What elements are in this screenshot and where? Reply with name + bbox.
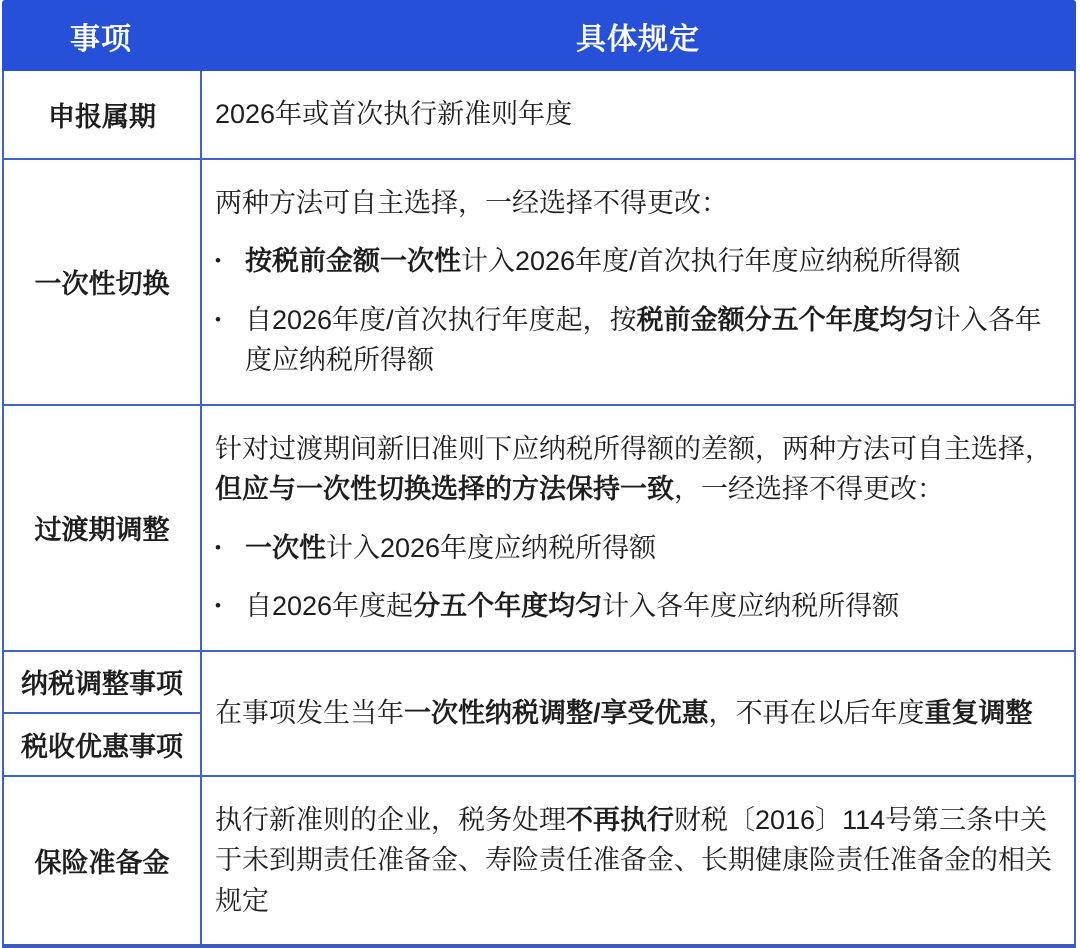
bullet-text [245,586,1066,627]
row-label-insurance-reserve: 保险准备金 [4,777,202,945]
bullet-item [215,241,1066,282]
header-cell-item: 事项 [70,22,132,56]
row-content-insurance-reserve [202,777,1074,945]
text-segment: 执行新准则的企业，税务处理 [215,804,566,835]
bullet-icon: • [215,537,221,557]
text-segment: 在事项发生当年 [215,697,404,728]
table-body [2,71,1076,948]
row-content-one-time-switch [202,160,1074,404]
bullet-icon: • [215,251,221,270]
highlight-text: 按税前金额一次性 [245,246,461,276]
table-header-row [2,0,1076,71]
highlight-text: 但应与一次性切换选择的方法保持一致 [215,474,674,504]
row-label-transition-adjustment: 过渡期调整 [4,406,202,650]
text-segment: 两种方法可自主选择，一经选择不得更改： [215,187,728,218]
text-segment: 计入2026年度应纳税所得额 [326,532,657,563]
text-segment: 针对过渡期间新旧准则下应纳税所得额的差额，两种方法可自主选择， [215,433,1052,464]
highlight-text: 一次性 [245,532,326,563]
paragraph [215,800,1066,922]
bullet-item [215,586,1066,627]
text-segment: 自2026年度起 [245,591,414,621]
row-label-one-time-switch: 一次性切换 [4,160,202,404]
row-label-group [4,652,202,775]
paragraph [215,693,1066,734]
row-label-tax-adjustment-items: 纳税调整事项 [4,652,200,715]
bullet-item [215,528,1066,569]
row-content-tax-adjust-and-incentive [202,652,1074,775]
bullet-text [245,528,1066,569]
bullet-icon: • [215,309,221,329]
highlight-text: 税前金额分五个年度均匀 [636,304,934,335]
header-cell-regulation: 具体规定 [576,22,700,56]
text-segment: 计入各年度应纳税所得额 [602,591,900,621]
table-row-one-time-switch [4,158,1074,404]
table-row-tax-adjust-and-incentive [4,650,1074,775]
bullet-item [215,300,1066,381]
regulation-table [2,0,1076,948]
row-content-declaration-period [202,71,1074,158]
bullet-icon: • [215,596,221,615]
row-content-transition-adjustment [202,406,1074,650]
bullet-text [245,300,1066,381]
text-segment: 2026年或首次执行新准则年度 [215,99,573,129]
paragraph [215,429,1066,510]
text-segment: 财税〔2016〕114号第三条中关于未到期责任准备金、寿险责任准备金、长期健康险责任准备金的相关规定 [215,804,1052,916]
text-segment: 自2026年度/首次执行年度起，按 [245,304,637,335]
table-row-insurance-reserve [4,775,1074,945]
text-segment: ，不再在以后年度 [708,697,925,728]
paragraph [215,94,1066,135]
paragraph [215,183,1066,224]
bullet-text [245,241,1066,282]
highlight-text: 不再执行 [566,804,674,835]
highlight-text: 分五个年度均匀 [413,591,603,621]
highlight-text: 重复调整 [924,697,1033,728]
table-row-transition-adjustment [4,404,1074,650]
table-row-declaration-period [4,71,1074,158]
row-label-tax-incentive-items: 税收优惠事项 [21,731,183,762]
row-label-declaration-period: 申报属期 [4,71,202,158]
highlight-text: 一次性纳税调整/享受优惠 [404,697,709,728]
text-segment: ，一经选择不得更改： [674,474,944,504]
text-segment: 计入2026年度/首次执行年度应纳税所得额 [461,246,961,276]
text-segment: 计入各年度应纳税所得额 [245,304,1042,375]
